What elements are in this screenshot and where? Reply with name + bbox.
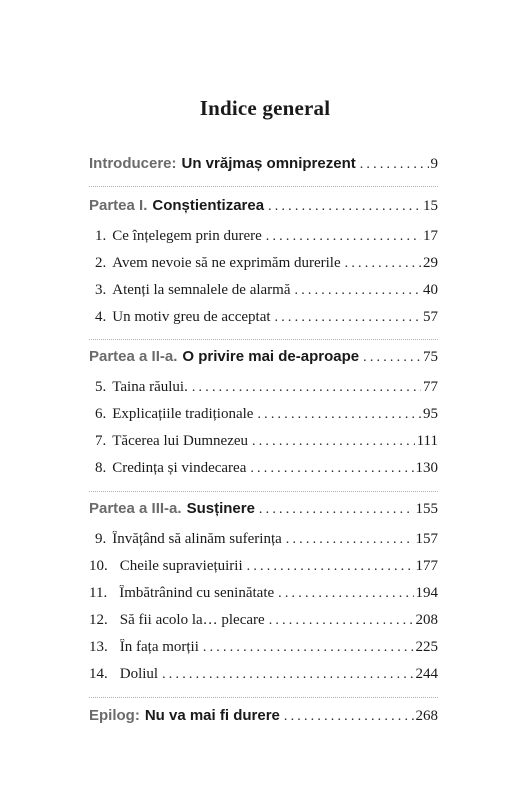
- chapter-title: Un motiv greu de acceptat: [112, 309, 271, 325]
- dot-leader: [192, 380, 421, 396]
- toc-entry-chapter-13[interactable]: [89, 639, 438, 661]
- chapter-number: 4.: [95, 309, 107, 325]
- dot-leader: [268, 199, 421, 215]
- section-title: O privire mai de-aproape: [182, 348, 360, 365]
- section-prefix: Partea I.: [89, 197, 148, 214]
- toc-entry-chapter-10[interactable]: [89, 558, 438, 580]
- dot-leader: [162, 667, 413, 683]
- chapter-number: 7.: [95, 433, 107, 449]
- chapter-title: Îmbătrânind cu seninătate: [119, 585, 275, 601]
- toc-entry-chapter-3[interactable]: [89, 282, 438, 304]
- section-divider: [89, 491, 438, 492]
- page-number: 15: [423, 198, 438, 214]
- chapter-title: Atenți la semnalele de alarmă: [112, 282, 291, 298]
- chapter-number: 5.: [95, 379, 107, 395]
- section-prefix: Introducere:: [89, 155, 177, 172]
- dot-leader: [266, 229, 421, 245]
- chapter-title: Explicațiile tradiționale: [112, 406, 254, 422]
- dot-leader: [275, 310, 421, 326]
- page-number: 29: [423, 255, 438, 271]
- page-number: 40: [423, 282, 438, 298]
- chapter-title: Avem nevoie să ne exprimăm durerile: [112, 255, 341, 271]
- section-prefix: Partea a III-a.: [89, 500, 182, 517]
- toc-entry-chapter-9[interactable]: [89, 531, 438, 553]
- dot-leader: [284, 709, 414, 725]
- chapter-number: 10.: [89, 558, 108, 574]
- chapter-number: 6.: [95, 406, 107, 422]
- chapter-number: 12.: [89, 612, 108, 628]
- chapter-number: 11.: [89, 585, 108, 601]
- toc-entry-chapter-4[interactable]: [89, 309, 438, 331]
- chapter-number: 13.: [89, 639, 108, 655]
- chapter-title: Să fii acolo la… plecare: [119, 612, 265, 628]
- page-number: 130: [415, 460, 438, 476]
- dot-leader: [203, 640, 414, 656]
- chapter-title: Învățând să alinăm suferința: [112, 531, 282, 547]
- page-number: 77: [423, 379, 438, 395]
- chapter-number: 2.: [95, 255, 107, 271]
- page-number: 194: [415, 585, 438, 601]
- page-number: 225: [415, 639, 438, 655]
- toc-entry-chapter-12[interactable]: [89, 612, 438, 634]
- page-number: 244: [415, 666, 438, 682]
- section-divider: [89, 339, 438, 340]
- toc-entry-partea-2[interactable]: [89, 348, 438, 370]
- dot-leader: [250, 461, 413, 477]
- dot-leader: [259, 502, 414, 518]
- toc-entry-chapter-11[interactable]: [89, 585, 438, 607]
- section-title: Susținere: [186, 500, 255, 517]
- chapter-title: Taina răului.: [112, 379, 188, 395]
- toc-entry-introducere[interactable]: [89, 155, 438, 177]
- section-divider: [89, 697, 438, 698]
- toc-entry-partea-1[interactable]: [89, 197, 438, 219]
- toc-entry-chapter-2[interactable]: [89, 255, 438, 277]
- toc-entry-chapter-8[interactable]: [89, 460, 438, 482]
- page-number: 75: [423, 349, 438, 365]
- page-number: 111: [416, 433, 438, 449]
- toc-entry-chapter-5[interactable]: [89, 379, 438, 401]
- chapter-title: Tăcerea lui Dumnezeu: [112, 433, 249, 449]
- page-number: 155: [415, 501, 438, 517]
- dot-leader: [363, 350, 421, 366]
- page-number: 95: [423, 406, 438, 422]
- dot-leader: [345, 256, 421, 272]
- toc-entry-chapter-6[interactable]: [89, 406, 438, 428]
- toc-entry-epilog[interactable]: [89, 707, 438, 729]
- chapter-title: Doliul: [119, 666, 159, 682]
- dot-leader: [360, 157, 429, 173]
- section-title: Conștientizarea: [152, 197, 265, 214]
- chapter-title: În fața morții: [119, 639, 199, 655]
- page-title: Indice general: [199, 96, 331, 120]
- section-title: Un vrăjmaș omniprezent: [181, 155, 356, 172]
- section-divider: [89, 186, 438, 187]
- chapter-title: Ce înțelegem prin durere: [112, 228, 262, 244]
- dot-leader: [257, 407, 421, 423]
- chapter-number: 8.: [95, 460, 107, 476]
- dot-leader: [252, 434, 415, 450]
- page-number: 9: [430, 156, 438, 172]
- page-number: 208: [415, 612, 438, 628]
- dot-leader: [269, 613, 414, 629]
- toc-entry-chapter-14[interactable]: [89, 666, 438, 688]
- chapter-number: 9.: [95, 531, 107, 547]
- page-number: 17: [423, 228, 438, 244]
- chapter-title: Cheile supraviețuirii: [119, 558, 243, 574]
- chapter-number: 14.: [89, 666, 108, 682]
- section-title: Nu va mai fi durere: [144, 707, 280, 724]
- section-prefix: Partea a II-a.: [89, 348, 178, 365]
- dot-leader: [286, 532, 414, 548]
- page-number: 177: [415, 558, 438, 574]
- chapter-title: Credința și vindecarea: [112, 460, 247, 476]
- section-prefix: Epilog:: [89, 707, 140, 724]
- page-number: 157: [415, 531, 438, 547]
- toc-entry-partea-3[interactable]: [89, 500, 438, 522]
- page-number: 268: [415, 708, 438, 724]
- page-number: 57: [423, 309, 438, 325]
- chapter-number: 3.: [95, 282, 107, 298]
- toc-entry-chapter-1[interactable]: [89, 228, 438, 250]
- dot-leader: [247, 559, 414, 575]
- dot-leader: [278, 586, 413, 602]
- dot-leader: [295, 283, 422, 299]
- toc-entry-chapter-7[interactable]: [89, 433, 438, 455]
- chapter-number: 1.: [95, 228, 107, 244]
